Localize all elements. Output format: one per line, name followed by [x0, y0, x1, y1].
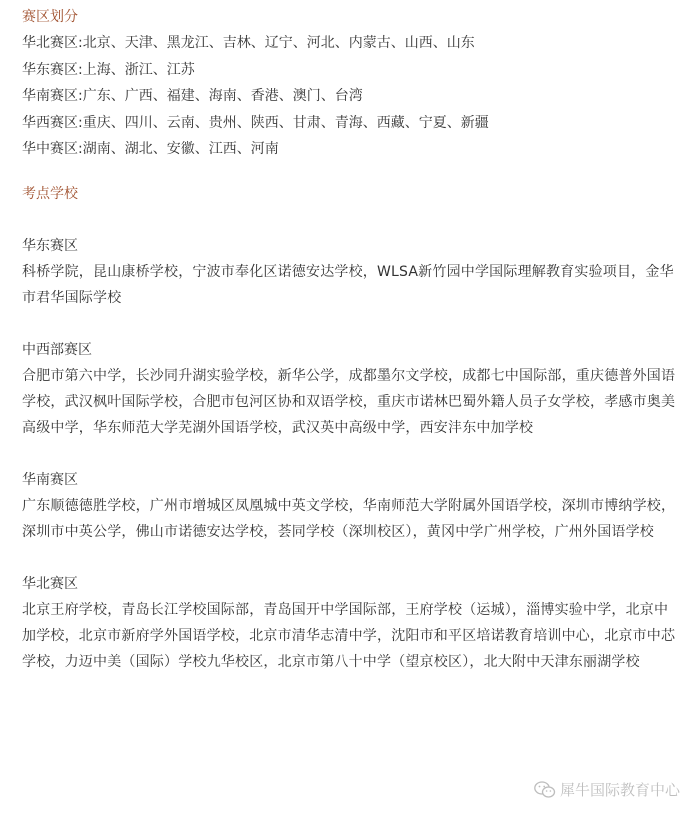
- school-block-list: 北京王府学校，青岛长江学校国际部，青岛国开中学国际部，王府学校（运城），淄博实验中学，北京中加学校，北京市新府学外国语学校，北京市清华志清中学，沈阳市和平区培诺教育培训中心，北京市中芯学校，力迈中美（国际）学校九华校区，北京市第八十中学（望京校区），北大附中天津东丽湖学校: [22, 601, 676, 670]
- watermark-text: 犀牛国际教育中心: [559, 781, 680, 799]
- region-line-east: 华东赛区:上海、浙江、江苏: [22, 61, 195, 78]
- school-block-list: 合肥市第六中学，长沙同升湖实验学校，新华公学，成都墨尔文学校，成都七中国际部，重庆德普外国语学校，武汉枫叶国际学校，合肥市包河区协和双语学校，重庆市诺林巴蜀外籍人员子女学校，孝感市奥美高级中学，华东师范大学芜湖外国语学校，武汉英中高级中学，西安沣东中加学校: [22, 367, 676, 436]
- school-block-east: [22, 233, 682, 311]
- school-block-heading: 中西部赛区: [22, 341, 92, 358]
- school-block-south: [22, 467, 682, 545]
- region-line-west: 华西赛区:重庆、四川、云南、贵州、陕西、甘肃、青海、西藏、宁夏、新疆: [22, 114, 489, 131]
- school-block-list: 广东顺德德胜学校，广州市增城区凤凰城中英文学校，华南师范大学附属外国语学校，深圳市博纳学校，深圳市中英公学，佛山市诺德安达学校，荟同学校（深圳校区），黄冈中学广州学校，广州外国语学校: [22, 497, 676, 540]
- region-line-south: 华南赛区:广东、广西、福建、海南、香港、澳门、台湾: [22, 88, 363, 104]
- school-block-midwest: [22, 337, 682, 441]
- wechat-icon: [534, 781, 556, 799]
- school-block-north: [22, 571, 682, 675]
- school-block-list: 科桥学院，昆山康桥学校，宁波市奉化区诺德安达学校，WLSA新竹园中学国际理解教育实验项目，金华市君华国际学校: [22, 263, 674, 306]
- schools-title: 考点学校: [22, 185, 78, 202]
- regions-title: 赛区划分: [22, 9, 78, 25]
- article-content: [22, 4, 682, 675]
- region-line-central: 华中赛区:湖南、湖北、安徽、江西、河南: [22, 141, 279, 157]
- school-block-heading: 华东赛区: [22, 237, 78, 254]
- school-block-heading: 华南赛区: [22, 471, 78, 488]
- wechat-watermark: [534, 779, 680, 800]
- school-block-heading: 华北赛区: [22, 575, 78, 592]
- region-line-north: 华北赛区:北京、天津、黑龙江、吉林、辽宁、河北、内蒙古、山西、山东: [22, 35, 475, 51]
